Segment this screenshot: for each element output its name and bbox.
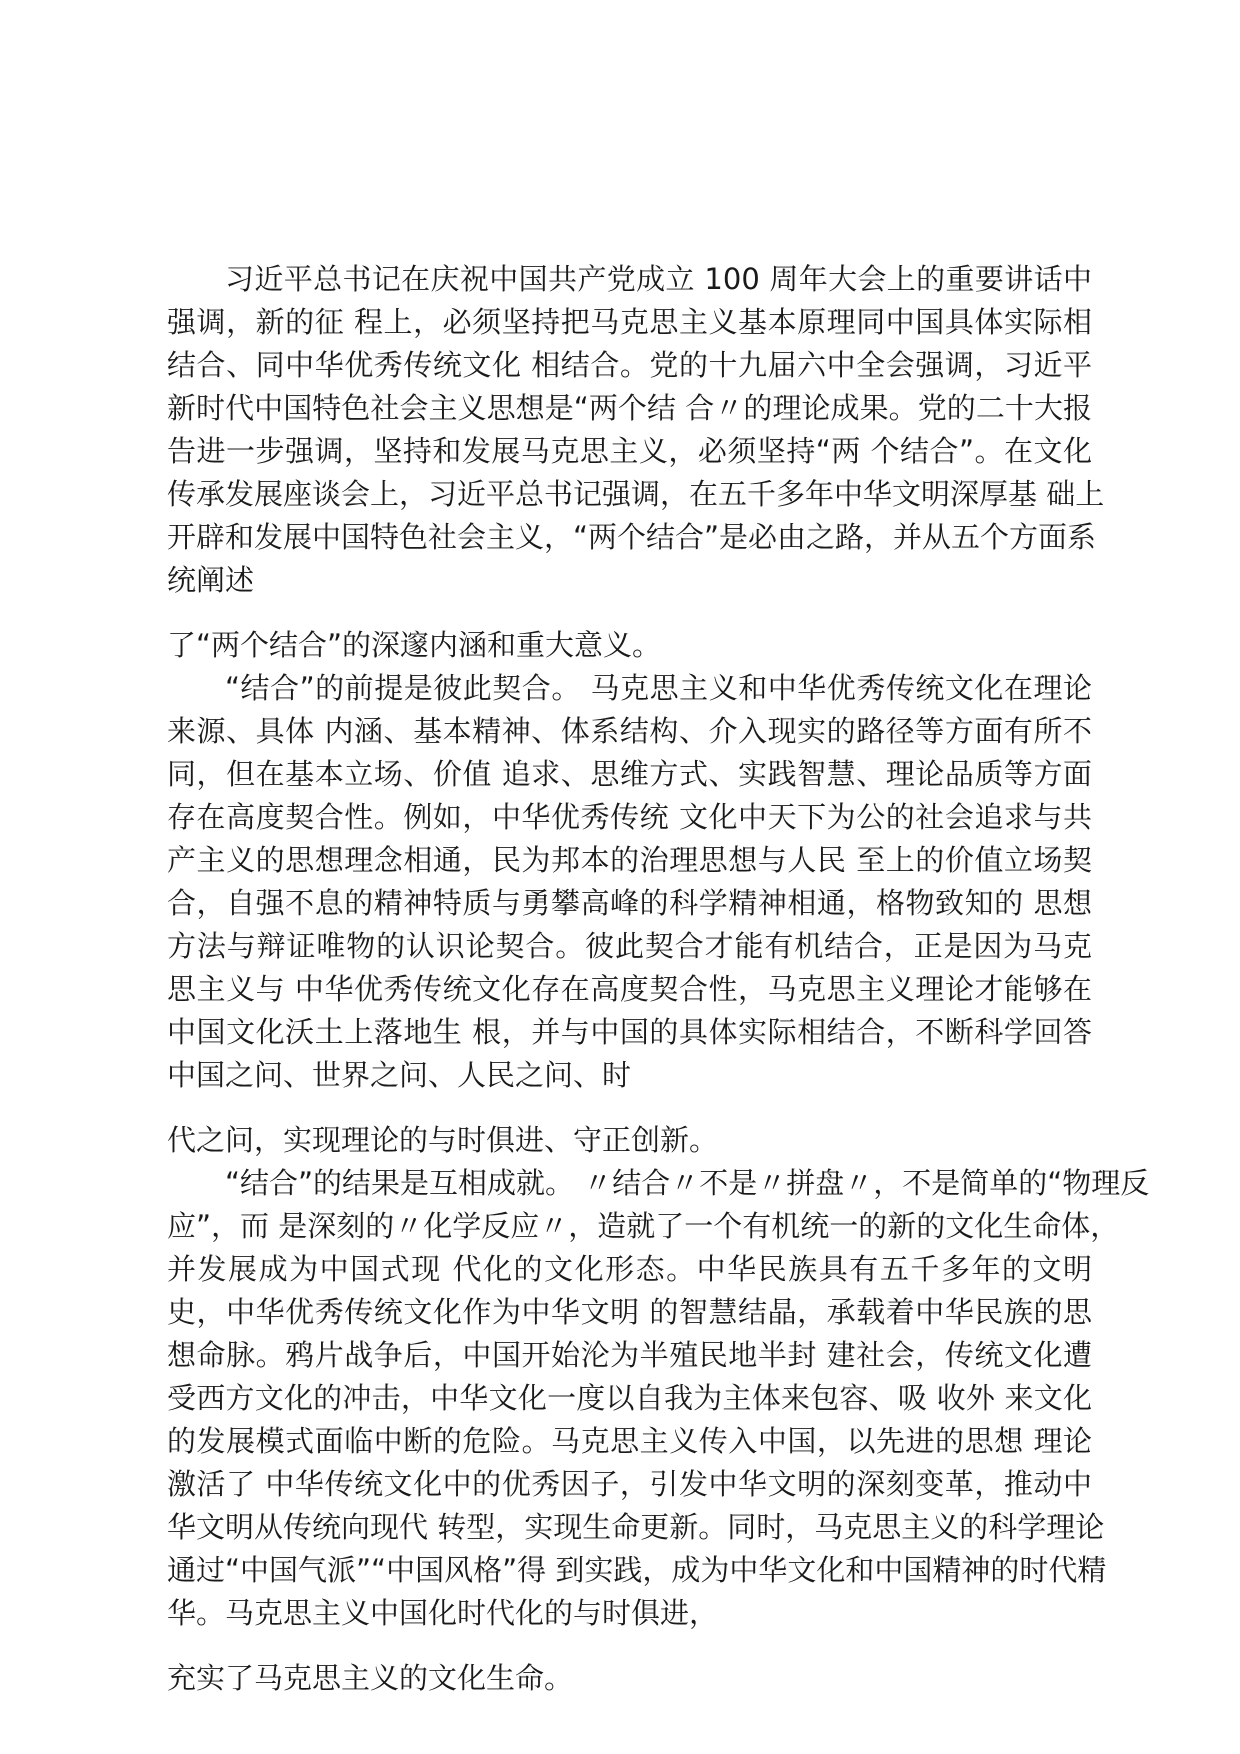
text-line: 新时代中国特色社会主义思想是“两个结 合〃的理论成果。党的二十大报 bbox=[167, 391, 1092, 425]
text-line: 激活了 中华传统文化中的优秀因子，引发中华文明的深刻变革，推动中 bbox=[167, 1467, 1092, 1501]
text-line: 了“两个结合”的深邃内涵和重大意义。 bbox=[167, 628, 662, 662]
text-line: 代之问，实现理论的与时俱进、守正创新。 bbox=[167, 1123, 719, 1157]
text-line: 通过“中国气派”“中国风格”得 到实践，成为中华文化和中国精神的时代精 bbox=[167, 1553, 1107, 1587]
text-line: 思主义与 中华优秀传统文化存在高度契合性，马克思主义理论才能够在 bbox=[167, 972, 1092, 1006]
paragraph-gap bbox=[167, 1097, 1092, 1119]
text-line: 合，自强不息的精神特质与勇攀高峰的科学精神相通，格物致知的 思想 bbox=[167, 886, 1092, 920]
text-line: 中国之问、世界之问、人民之问、时 bbox=[167, 1058, 632, 1092]
text-line: 想命脉。鸦片战争后，中国开始沦为半殖民地半封 建社会，传统文化遭 bbox=[167, 1338, 1092, 1372]
text-line: “结合”的结果是互相成就。 〃结合〃不是〃拼盘〃，不是简单的“物理反 bbox=[225, 1166, 1150, 1200]
text-line: 华文明从传统向现代 转型，实现生命更新。同时，马克思主义的科学理论 bbox=[167, 1510, 1105, 1544]
text-line: 统阐述 bbox=[167, 563, 255, 597]
text-line: 传承发展座谈会上，习近平总书记强调，在五千多年中华文明深厚基 础上 bbox=[167, 477, 1105, 511]
text-line: 方法与辩证唯物的认识论契合。彼此契合才能有机结合，正是因为马克 bbox=[167, 929, 1092, 963]
text-line: 的发展模式面临中断的危险。马克思主义传入中国，以先进的思想 理论 bbox=[167, 1424, 1092, 1458]
text-line: 受西方文化的冲击，中华文化一度以自我为主体来包容、吸 收外 来文化 bbox=[167, 1381, 1092, 1415]
text-line: 强调，新的征 程上，必须坚持把马克思主义基本原理同中国具体实际相 bbox=[167, 305, 1092, 339]
text-line: 结合、同中华优秀传统文化 相结合。党的十九届六中全会强调，习近平 bbox=[167, 348, 1092, 382]
body-text bbox=[167, 258, 1150, 1700]
paragraph-gap bbox=[167, 1635, 1092, 1657]
paragraph-gap bbox=[167, 602, 1092, 624]
text-line: 存在高度契合性。例如，中华优秀传统 文化中天下为公的社会追求与共 bbox=[167, 800, 1092, 834]
text-line: 产主义的思想理念相通，民为邦本的治理思想与人民 至上的价值立场契 bbox=[167, 843, 1092, 877]
text-line: 告进一步强调，坚持和发展马克思主义，必须坚持“两 个结合”。在文化 bbox=[167, 434, 1092, 468]
text-line: 同，但在基本立场、价值 追求、思维方式、实践智慧、理论品质等方面 bbox=[167, 757, 1092, 791]
text-line: “结合”的前提是彼此契合。 马克思主义和中华优秀传统文化在理论 bbox=[225, 671, 1092, 705]
text-line: 中国文化沃土上落地生 根，并与中国的具体实际相结合，不断科学回答 bbox=[167, 1015, 1092, 1049]
text-line: 史，中华优秀传统文化作为中华文明 的智慧结晶，承载着中华民族的思 bbox=[167, 1295, 1092, 1329]
text-line: 应”，而 是深刻的〃化学反应〃，造就了一个有机统一的新的文化生命体， bbox=[167, 1209, 1120, 1243]
text-line: 开辟和发展中国特色社会主义，“两个结合”是必由之路，并从五个方面系 bbox=[167, 520, 1097, 554]
text-line: 充实了马克思主义的文化生命。 bbox=[167, 1661, 574, 1695]
text-line: 华。马克思主义中国化时代化的与时俱进， bbox=[167, 1596, 719, 1630]
text-line: 来源、具体 内涵、基本精神、体系结构、介入现实的路径等方面有所不 bbox=[167, 714, 1092, 748]
text-line: 并发展成为中国式现 代化的文化形态。中华民族具有五千多年的文明 bbox=[167, 1252, 1092, 1286]
text-line: 习近平总书记在庆祝中国共产党成立 100 周年大会上的重要讲话中 bbox=[225, 262, 1092, 296]
